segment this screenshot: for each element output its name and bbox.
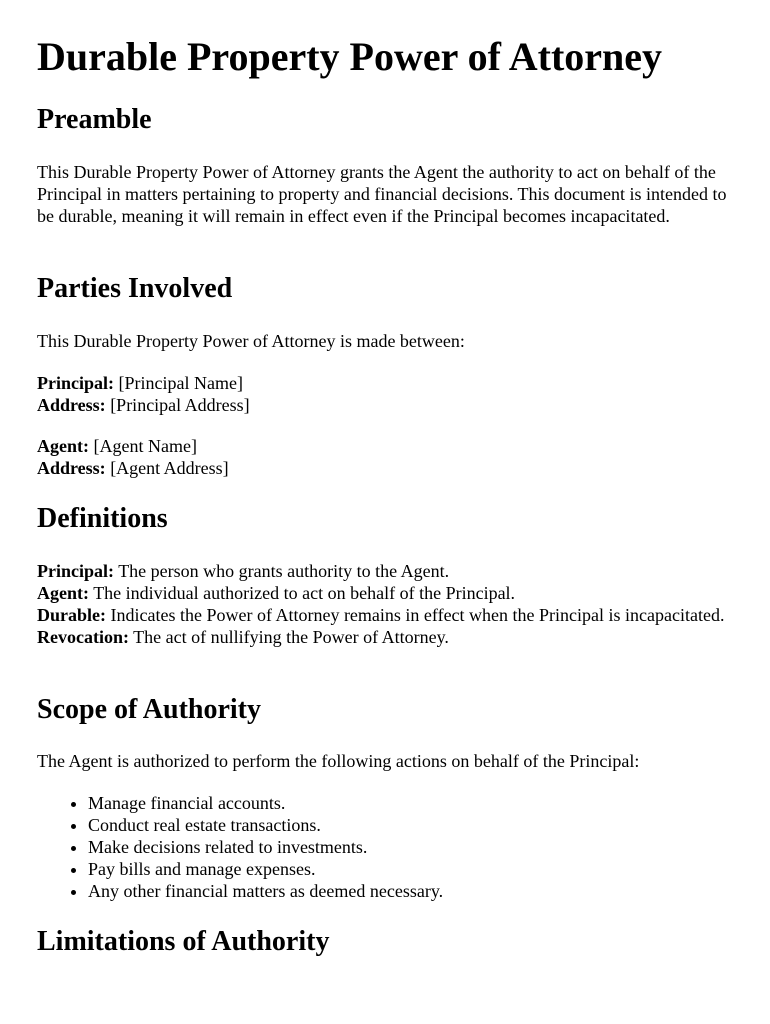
list-item: • Make decisions related to investments. xyxy=(88,836,737,858)
agent-address-value: [Agent Address] xyxy=(110,458,229,478)
list-item: • Manage financial accounts. xyxy=(88,792,737,814)
definitions-heading: Definitions xyxy=(37,503,168,534)
agent-address-label: Address: xyxy=(37,458,106,478)
definition-text: The act of nullifying the Power of Attorney. xyxy=(133,627,449,647)
limitations-heading: Limitations of Authority xyxy=(37,926,330,957)
scope-heading: Scope of Authority xyxy=(37,694,261,725)
principal-name-value: [Principal Name] xyxy=(118,373,243,393)
definition-term: Revocation: xyxy=(37,627,129,647)
definition-text: Indicates the Power of Attorney remains in effect when the Principal is incapacitated. xyxy=(110,605,725,625)
definition-text: The individual authorized to act on behalf of the Principal. xyxy=(93,583,516,603)
preamble-text: This Durable Property Power of Attorney grants the Agent the authority to act on behalf of the Principal in matters pertaining to property and financial decisions. This document is intended to be durable, meaning it will remain in effect even if the Principal becomes incapacitated. xyxy=(37,162,727,226)
agent-name-label: Agent: xyxy=(37,436,89,456)
list-item: • Any other financial matters as deemed necessary. xyxy=(88,880,737,902)
agent-details xyxy=(37,435,737,479)
principal-address-value: [Principal Address] xyxy=(110,395,250,415)
definition-term: Durable: xyxy=(37,605,106,625)
definition-text: The person who grants authority to the Agent. xyxy=(118,561,450,581)
definition-term: Agent: xyxy=(37,583,89,603)
definitions-list xyxy=(37,560,737,648)
list-item: • Pay bills and manage expenses. xyxy=(88,858,737,880)
document-title: Durable Property Power of Attorney xyxy=(37,34,663,79)
scope-list xyxy=(37,792,737,902)
agent-name-value: [Agent Name] xyxy=(93,436,197,456)
parties-heading: Parties Involved xyxy=(37,273,233,304)
principal-address-label: Address: xyxy=(37,395,106,415)
principal-name-label: Principal: xyxy=(37,373,114,393)
definition-term: Principal: xyxy=(37,561,114,581)
list-item: • Conduct real estate transactions. xyxy=(88,814,737,836)
parties-intro: This Durable Property Power of Attorney is made between: xyxy=(37,331,465,351)
preamble-heading: Preamble xyxy=(37,104,152,135)
scope-intro: The Agent is authorized to perform the following actions on behalf of the Principal: xyxy=(37,751,640,771)
principal-details xyxy=(37,372,737,416)
